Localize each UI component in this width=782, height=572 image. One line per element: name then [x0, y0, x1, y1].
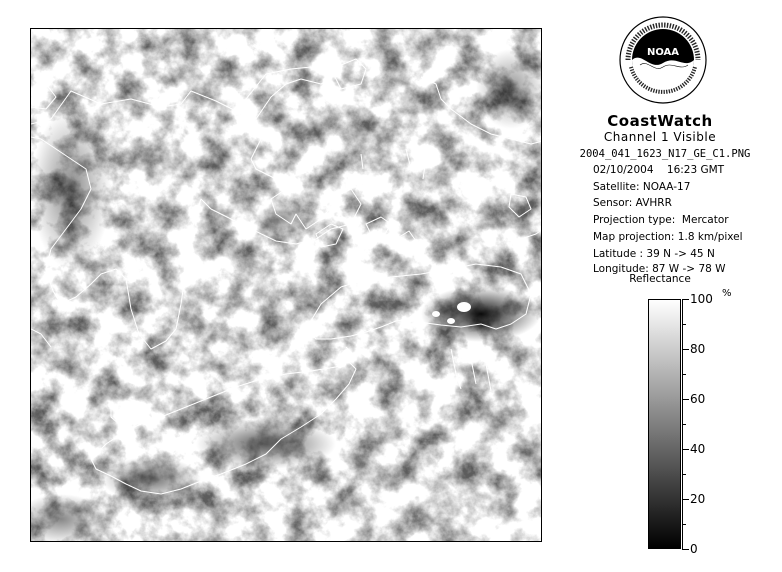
colorbar-tick-mark — [682, 424, 686, 425]
colorbar-tick-label: 80 — [690, 342, 706, 356]
colorbar — [648, 299, 681, 549]
colorbar-tick-mark — [682, 324, 686, 325]
sensor-info: Sensor: AVHRR — [593, 197, 672, 209]
satellite-image-svg — [31, 29, 542, 542]
colorbar-tick-mark — [682, 399, 689, 400]
colorbar-tick-mark — [682, 499, 689, 500]
capture-date: 02/10/2004 — [593, 164, 654, 176]
colorbar-tick-mark — [682, 474, 686, 475]
app-title: CoastWatch — [607, 112, 713, 130]
satellite-image — [30, 28, 542, 542]
noaa-logo-text: NOAA — [646, 47, 680, 58]
colorbar-tick-mark — [682, 299, 689, 300]
satellite-info: Satellite: NOAA-17 — [593, 181, 691, 193]
colorbar-tick-mark — [682, 349, 689, 350]
colorbar-tick-label: 20 — [690, 492, 706, 506]
image-filename: 2004_041_1623_N17_GE_C1.PNG — [579, 148, 751, 160]
latitude-info: Latitude : 39 N -> 45 N — [593, 248, 715, 260]
colorbar-tick-label: 40 — [690, 442, 706, 456]
colorbar-tick-label: 60 — [690, 392, 706, 406]
channel-subtitle: Channel 1 Visible — [603, 130, 717, 144]
colorbar-unit: % — [722, 288, 732, 299]
capture-time: 16:23 GMT — [666, 164, 725, 176]
longitude-info: Longitude: 87 W -> 78 W — [593, 263, 726, 275]
colorbar-tick-mark — [682, 449, 689, 450]
colorbar-title: Reflectance — [629, 273, 691, 285]
colorbar-tick-label: 0 — [690, 542, 698, 556]
capture-datetime — [593, 164, 724, 176]
map-projection-info: Map projection: 1.8 km/pixel — [593, 231, 743, 243]
colorbar-tick-mark — [682, 524, 686, 525]
noaa-logo — [618, 15, 708, 105]
projection-type-info: Projection type: Mercator — [593, 214, 729, 226]
colorbar-tick-mark — [682, 374, 686, 375]
colorbar-tick-label: 100 — [690, 292, 713, 306]
colorbar-tick-mark — [682, 549, 689, 550]
